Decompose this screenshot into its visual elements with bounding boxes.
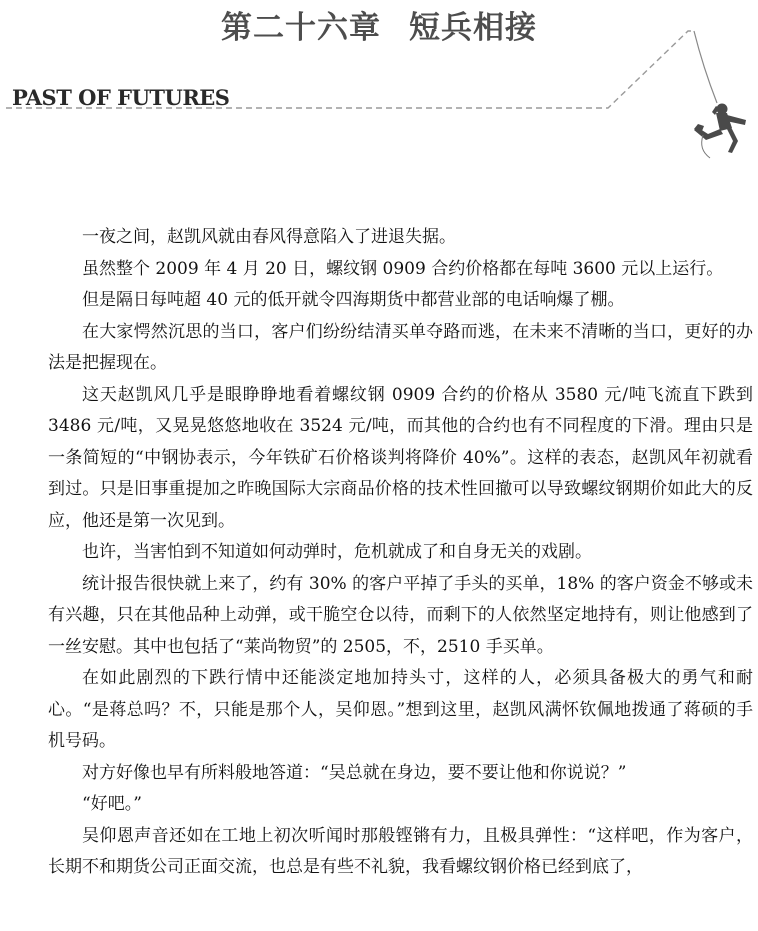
paragraph: 对方好像也早有所料般地答道：“吴总就在身边，要不要让他和你说说？” xyxy=(82,762,627,783)
chapter-title: 短兵相接 xyxy=(409,10,537,46)
paragraph: 虽然整个 2009 年 4 月 20 日，螺纹钢 0909 合约价格都在每吨 3600 元以上运行。 xyxy=(82,258,724,279)
chapter-body xyxy=(48,222,753,884)
series-label: PAST OF FUTURES xyxy=(12,85,230,110)
chapter-number: 第二十六章 xyxy=(221,10,381,46)
paragraph: 在大家愕然沉思的当口，客户们纷纷结清买单夺路而逃，在未来不清晰的当口，更好的办法是把握现在。 xyxy=(48,321,753,373)
rope-line xyxy=(694,31,717,103)
paragraph: 吴仰恩声音还如在工地上初次听闻时那般铿锵有力，且极具弹性：“这样吧，作为客户，长期不和期货公司正面交流，也总是有些不礼貌，我看螺纹钢价格已经到底了， xyxy=(48,825,753,877)
paragraph: 一夜之间，赵凯风就由春风得意陷入了进退失据。 xyxy=(82,227,456,247)
paragraph: 这天赵凯风几乎是眼睁睁地看着螺纹钢 0909 合约的价格从 3580 元/吨飞流直下跌到 3486 元/吨，又晃晃悠悠地收在 3524 元/吨，而其他的合约也有不同程度的下滑。理由只是一条简短的“中钢协表示，今年铁矿石价格谈判将降价 40%”。这样的表态，赵凯风年初就看到过。只是旧事重提加之昨晚国际大宗商品价格的技术性回撤可以导致螺纹钢期价如此大的反应，他还是第一次见到。 xyxy=(48,384,753,531)
paragraph: “好吧。” xyxy=(82,794,142,814)
paragraph: 在如此剧烈的下跌行情中还能淡定地加持头寸，这样的人，必须具备极大的勇气和耐心。“是蒋总吗？不，只能是那个人，吴仰恩。”想到这里，赵凯风满怀钦佩地拨通了蒋硕的手机号码。 xyxy=(48,668,753,751)
paragraph: 也许，当害怕到不知道如何动弹时，危机就成了和自身无关的戏剧。 xyxy=(82,542,592,562)
paragraph: 但是隔日每吨超 40 元的低开就令四海期货中都营业部的电话响爆了棚。 xyxy=(82,290,625,310)
paragraph: 统计报告很快就上来了，约有 30% 的客户平掉了手头的买单，18% 的客户资金不够或未有兴趣，只在其他品种上动弹，或干脆空仓以待，而剩下的人依然坚定地持有，则让他感到了一丝安慰。其中也包括了“莱尚物贸”的 2505，不，2510 手买单。 xyxy=(48,573,753,657)
